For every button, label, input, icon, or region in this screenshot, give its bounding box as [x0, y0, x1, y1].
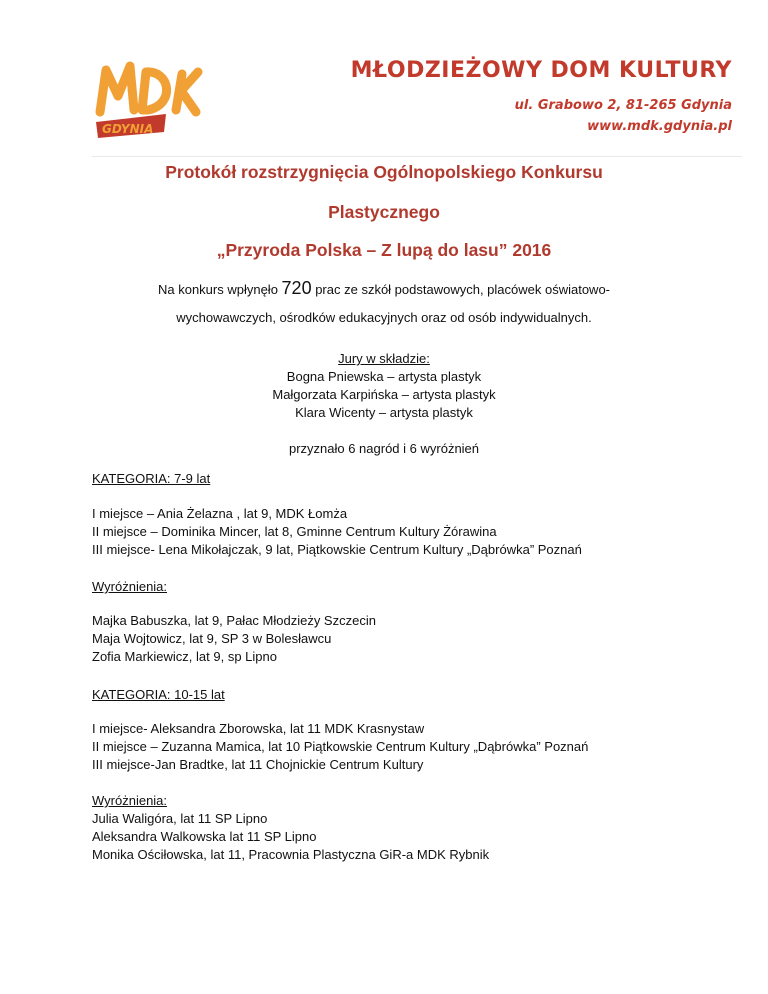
jury-member: Małgorzata Karpińska – artysta plastyk: [272, 387, 496, 402]
place-entry: I miejsce – Ania Żelazna , lat 9, MDK Łomża: [92, 506, 348, 521]
jury-member: Klara Wicenty – artysta plastyk: [295, 405, 473, 420]
document-title-line-2: Plastycznego: [328, 202, 440, 222]
place-entry: II miejsce – Dominika Mincer, lat 8, Gminne Centrum Kultury Żórawina: [92, 524, 497, 539]
category-1-heading: [92, 470, 752, 488]
distinctions-heading: Wyróżnienia:: [92, 793, 168, 808]
distinction-entry: Maja Wojtowicz, lat 9, SP 3 w Bolesławcu: [92, 631, 332, 646]
distinction-entry: Majka Babuszka, lat 9, Pałac Młodzieży Szczecin: [92, 613, 376, 628]
contest-name: „Przyroda Polska – Z lupą do lasu” 2016: [216, 240, 552, 260]
letterhead: [0, 0, 768, 160]
place-entry: I miejsce- Aleksandra Zborowska, lat 11 MDK Krasnystaw: [92, 721, 425, 736]
category-2-distinctions: [92, 792, 752, 864]
submission-count: 720: [281, 278, 312, 298]
category-heading: KATEGORIA: 10-15 lat: [92, 687, 225, 702]
category-heading: KATEGORIA: 7-9 lat: [92, 471, 211, 486]
category-2-places: [92, 720, 752, 774]
distinction-entry: Aleksandra Walkowska lat 11 SP Lipno: [92, 829, 317, 844]
distinctions-heading: Wyróżnienia:: [92, 579, 168, 594]
intro-line-1: [0, 278, 768, 299]
place-entry: III miejsce- Lena Mikołajczak, 9 lat, Piątkowskie Centrum Kultury „Dąbrówka” Poznań: [92, 542, 582, 557]
category-1-distinctions-heading: [92, 578, 752, 596]
jury-member: Bogna Pniewska – artysta plastyk: [286, 369, 482, 384]
logo-sub-text: GDYNIA: [102, 122, 154, 136]
place-entry: II miejsce – Zuzanna Mamica, lat 10 Piątkowskie Centrum Kultury „Dąbrówka” Poznań: [92, 739, 589, 754]
mdk-logo: [92, 52, 204, 144]
category-1-places: [92, 505, 752, 559]
intro-before: Na konkurs wpłynęło: [157, 282, 282, 297]
address: ul. Grabowo 2, 81-265 Gdynia: [514, 98, 732, 113]
distinction-entry: Zofia Markiewicz, lat 9, sp Lipno: [92, 649, 277, 664]
intro-after: prac ze szkół podstawowych, placówek oświatowo-: [311, 282, 611, 297]
awards-summary: przyznało 6 nagród i 6 wyróżnień: [288, 441, 480, 456]
intro-line-2: wychowawczych, ośrodków edukacyjnych oraz od osób indywidualnych.: [176, 310, 592, 325]
distinction-entry: Julia Waligóra, lat 11 SP Lipno: [92, 811, 268, 826]
category-2-heading: [92, 686, 752, 704]
website-link[interactable]: www.mdk.gdynia.pl: [587, 119, 732, 134]
jury-heading: Jury w składzie:: [338, 351, 430, 366]
distinction-entry: Monika Ościłowska, lat 11, Pracownia Plastyczna GiR-a MDK Rybnik: [92, 847, 490, 862]
category-1-distinctions: [92, 612, 752, 666]
document-title-line-1: Protokół rozstrzygnięcia Ogólnopolskiego Konkursu: [165, 162, 603, 182]
place-entry: III miejsce-Jan Bradtke, lat 11 Chojnickie Centrum Kultury: [92, 757, 424, 772]
org-name: MŁODZIEŻOWY DOM KULTURY: [350, 58, 732, 83]
header-divider: [92, 156, 742, 157]
